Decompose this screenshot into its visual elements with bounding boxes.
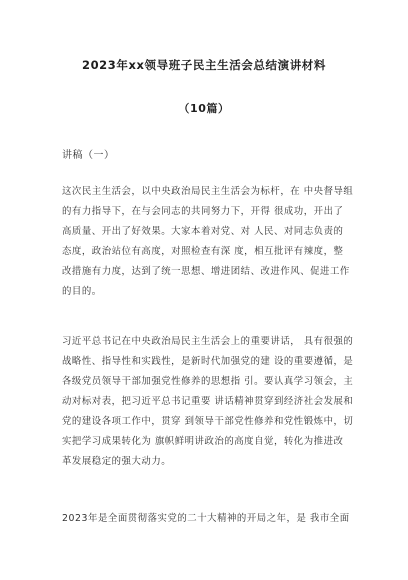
paragraph-line: 这次民主生活会，以中央政治局民主生活会为标杆，在 中央督导组 [62,186,354,197]
paragraph-line: 党的建设各项工作中，贯穿 到领导干部党性修养和党性锻炼中，切 [62,416,354,427]
paragraph-2 [62,332,358,472]
paragraph-line: 各级党员领导干部加强党性修养的思想指 引。要认真学习领会，主 [62,376,354,387]
document-subtitle: （10篇） [178,102,230,115]
paragraph-line: 习近平总书记在中央政治局民主生活会上的重要讲话， 具有很强的 [62,336,354,347]
paragraph-line: 的目的。 [62,286,102,297]
paragraph-line: 2023年是全面贯彻落实党的二十大精神的开局之年，是 我市全面 [62,513,350,524]
paragraph-line: 动对标对表，把习近平总书记重要 讲话精神贯穿到经济社会发展和 [62,396,354,407]
paragraph-3 [62,509,358,529]
paragraph-line: 高质量、开出了好效果。大家本着对党、对 人民、对同志负责的 [62,226,344,237]
document-title: 2023年xx领导班子民主生活会总结演讲材料 [81,58,327,72]
section-heading: 讲稿（一） [62,150,115,161]
paragraph-1 [62,182,358,302]
paragraph-line: 的有力指导下，在与会同志的共同努力下，开得 很成功，开出了 [62,206,344,217]
paragraph-line: 态度，政治站位有高度，对照检查有深 度，相互批评有辣度，整 [62,246,344,257]
paragraph-line: 战略性、指导性和实践性，是新时代加强党的建 设的重要遵循，是 [62,356,354,367]
paragraph-line: 改措施有力度，达到了统一思想、增进团结、改进作风、促进工作 [62,266,350,277]
paragraph-line: 实把学习成果转化为 旗帜鲜明讲政治的高度自觉，转化为推进改 [62,436,344,447]
paragraph-line: 革发展稳定的强大动力。 [62,456,172,467]
